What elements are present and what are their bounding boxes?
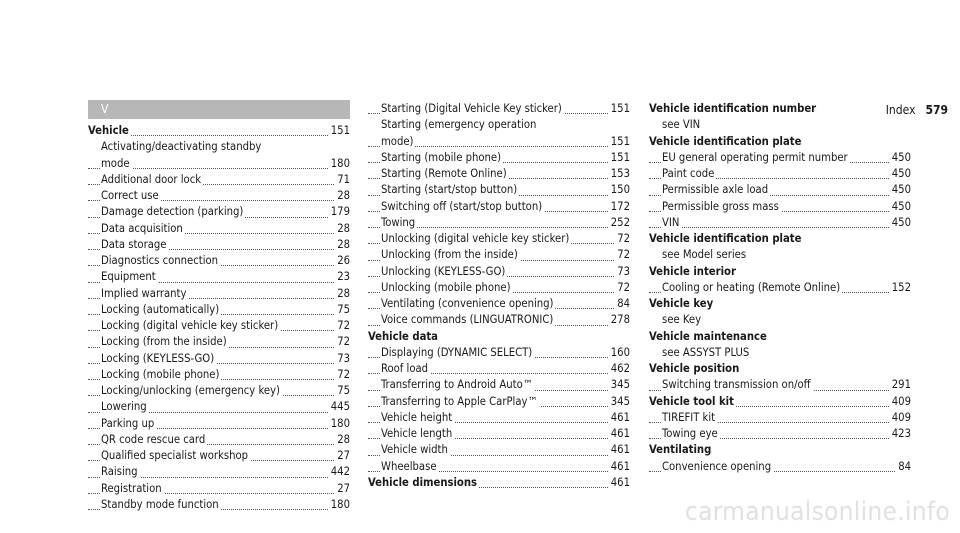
page-ref: 180 (328, 416, 350, 432)
page-ref: 28 (334, 286, 350, 302)
index-subentry (88, 383, 350, 399)
index-subentry (649, 117, 911, 133)
entry-text: Vehicle height (381, 410, 453, 424)
entry-text: Paint code (662, 167, 715, 180)
page-ref: 409 (889, 394, 911, 410)
entry-text: Implied warranty (101, 286, 187, 300)
index-subentry (368, 166, 630, 182)
page-ref: 291 (889, 377, 911, 393)
index-subentry (649, 280, 911, 296)
page-ref: 423 (889, 426, 911, 442)
index-heading (368, 329, 630, 345)
index-subentry (88, 286, 350, 302)
entry-text: see ASSYST PLUS (662, 345, 750, 359)
index-subentry (649, 215, 911, 231)
index-subentry (368, 215, 630, 231)
entry-text: Additional door lock (101, 172, 202, 186)
page-ref: 72 (334, 367, 350, 383)
index-subentry (368, 312, 630, 328)
index-subentry (368, 410, 630, 426)
entry-text: Vehicle maintenance (649, 329, 767, 343)
page-ref: 450 (889, 182, 911, 198)
entry-text: Equipment (101, 270, 156, 284)
page-ref: 278 (608, 312, 630, 328)
index-column-3 (649, 101, 911, 475)
index-subentry (368, 377, 630, 393)
index-subentry (368, 182, 630, 198)
entry-text: Activating/deactivating standby (101, 140, 262, 154)
page-ref: 84 (614, 296, 630, 312)
index-column-2 (368, 101, 630, 491)
entry-text: Wheelbase (381, 459, 437, 473)
entry-text: Locking/unlocking (emergency key) (101, 384, 280, 397)
entry-text: Unlocking (KEYLESS-GO) (381, 264, 506, 278)
page-ref: 27 (334, 448, 350, 464)
page-ref: 72 (334, 318, 350, 334)
index-subentry (649, 459, 911, 475)
entry-text: Switching transmission on/off (662, 378, 811, 392)
index-subentry (88, 269, 350, 285)
entry-text: EU general operating permit number (662, 150, 848, 164)
entry-text: Diagnostics connection (101, 254, 219, 267)
entry-text: Voice commands (LINGUATRONIC) (381, 313, 554, 327)
index-subentry (368, 442, 630, 458)
entry-text: Starting (Remote Online) (381, 167, 507, 180)
page-ref: 26 (334, 253, 350, 269)
page-ref: 461 (608, 459, 630, 475)
page-ref: 160 (608, 345, 630, 361)
page-ref: 84 (895, 459, 911, 475)
index-subentry (88, 156, 350, 172)
index-subentry (88, 334, 350, 350)
entry-text: Locking (from the inside) (101, 335, 227, 349)
index-subentry (649, 410, 911, 426)
index-heading (649, 296, 911, 312)
index-subentry (88, 432, 350, 448)
index-subentry (88, 448, 350, 464)
page-ref: 461 (608, 410, 630, 426)
entry-text: Vehicle position (649, 362, 740, 375)
index-subentry (368, 117, 630, 133)
entry-text: Vehicle length (381, 427, 453, 440)
index-subentry (88, 351, 350, 367)
entry-text: Raising (101, 465, 138, 479)
index-heading (88, 123, 350, 139)
index-subentry (368, 296, 630, 312)
index-subentry (649, 150, 911, 166)
entry-text: Starting (mobile phone) (381, 150, 502, 164)
page-ref: 445 (328, 399, 350, 415)
index-subentry (649, 345, 911, 361)
entry-text: Displaying (DYNAMIC SELECT) (381, 345, 533, 359)
page-ref: 180 (328, 156, 350, 172)
index-subentry (88, 302, 350, 318)
index-subentry (88, 204, 350, 220)
index-heading (368, 475, 630, 491)
entry-text: Vehicle dimensions (368, 475, 478, 489)
page-ref: 345 (608, 377, 630, 393)
index-subentry (368, 426, 630, 442)
index-subentry (368, 231, 630, 247)
index-heading (649, 394, 911, 410)
page-ref: 71 (334, 172, 350, 188)
entry-text: Starting (start/stop button) (381, 183, 518, 197)
entry-text: TIREFIT kit (662, 410, 716, 424)
page-ref: 28 (334, 188, 350, 204)
section-title: Index (885, 103, 916, 117)
index-subentry (649, 166, 911, 182)
entry-text: Roof load (381, 362, 429, 375)
page-ref: 151 (608, 150, 630, 166)
entry-text: Ventilating (649, 443, 712, 457)
entry-text: Vehicle identification number (649, 102, 817, 115)
index-subentry (649, 377, 911, 393)
entry-text: Registration (101, 481, 162, 495)
page-ref: 450 (889, 166, 911, 182)
entry-text: Vehicle key (649, 297, 714, 310)
index-subentry (368, 134, 630, 150)
index-heading (649, 442, 911, 458)
watermark: carmanualsonline.info (684, 497, 950, 527)
page-ref: 461 (608, 475, 630, 491)
page-ref: 252 (608, 215, 630, 231)
entry-text: Towing (381, 215, 416, 229)
entry-text: Locking (digital vehicle key sticker) (101, 319, 279, 332)
index-subentry (88, 318, 350, 334)
index-heading (649, 134, 911, 150)
index-subentry (649, 199, 911, 215)
entry-text: Data storage (101, 237, 167, 251)
entry-text: Transferring to Apple CarPlay™ (381, 394, 538, 408)
entry-text: Parking up (101, 416, 155, 430)
page-ref: 73 (614, 264, 630, 280)
page-ref: 461 (608, 442, 630, 458)
entry-text: Vehicle data (368, 329, 438, 343)
page-ref: 151 (608, 101, 630, 117)
entry-text: Unlocking (digital vehicle key sticker) (381, 232, 570, 245)
entry-text: mode) (381, 134, 414, 148)
page-ref: 180 (328, 497, 350, 513)
page-ref: 345 (608, 394, 630, 410)
page-ref: 152 (889, 280, 911, 296)
index-subentry (88, 464, 350, 480)
entry-text: Unlocking (from the inside) (381, 248, 518, 262)
page-ref: 75 (334, 302, 350, 318)
index-subentry (88, 497, 350, 513)
entry-text: Transferring to Android Auto™ (381, 378, 533, 392)
index-heading (649, 101, 911, 117)
page-ref: 150 (608, 182, 630, 198)
page-ref: 28 (334, 237, 350, 253)
index-subentry (88, 399, 350, 415)
page-ref: 72 (334, 334, 350, 350)
entry-text: Locking (mobile phone) (101, 367, 220, 381)
index-subentry (649, 312, 911, 328)
entry-text: Correct use (101, 189, 159, 202)
entry-text: Convenience opening (662, 459, 772, 473)
index-subentry (649, 182, 911, 198)
entry-text: Lowering (101, 400, 147, 414)
entry-text: Switching off (start/stop button) (381, 199, 543, 213)
page-ref: 72 (614, 247, 630, 263)
entry-text: VIN (662, 215, 680, 229)
page-ref: 72 (614, 231, 630, 247)
index-subentry (368, 361, 630, 377)
index-subentry (88, 481, 350, 497)
page-ref: 462 (608, 361, 630, 377)
index-heading (649, 329, 911, 345)
page-ref: 450 (889, 215, 911, 231)
page-ref: 153 (608, 166, 630, 182)
index-subentry (88, 253, 350, 269)
entry-text: Vehicle identification plate (649, 134, 802, 148)
index-heading (649, 231, 911, 247)
index-subentry (88, 221, 350, 237)
index-subentry (88, 172, 350, 188)
entry-text: Starting (Digital Vehicle Key sticker) (381, 102, 562, 115)
index-subentry (88, 367, 350, 383)
entry-text: Locking (KEYLESS-GO) (101, 351, 215, 365)
index-subentry (368, 150, 630, 166)
entry-text: Vehicle interior (649, 264, 736, 278)
index-subentry (368, 264, 630, 280)
page-ref: 151 (328, 123, 350, 139)
page-ref: 28 (334, 221, 350, 237)
entry-text: see Model series (662, 248, 747, 262)
entry-text: Permissible axle load (662, 183, 769, 197)
index-letter-bar: V (88, 100, 350, 119)
index-subentry (368, 199, 630, 215)
index-subentry (368, 459, 630, 475)
page-ref: 450 (889, 150, 911, 166)
entry-text: Data acquisition (101, 221, 183, 235)
index-subentry (368, 247, 630, 263)
index-subentry (88, 139, 350, 155)
index-subentry (649, 247, 911, 263)
page-ref: 151 (608, 134, 630, 150)
index-subentry (88, 188, 350, 204)
page-ref: 442 (328, 464, 350, 480)
page-ref: 172 (608, 199, 630, 215)
index-subentry (368, 280, 630, 296)
entry-text: Unlocking (mobile phone) (381, 280, 511, 294)
index-subentry (649, 426, 911, 442)
entry-text: QR code rescue card (101, 432, 206, 446)
entry-text: Ventilating (convenience opening) (381, 297, 554, 310)
page-ref: 409 (889, 410, 911, 426)
page-ref: 75 (334, 383, 350, 399)
index-subentry (88, 416, 350, 432)
page-ref: 179 (328, 204, 350, 220)
page-ref: 27 (334, 481, 350, 497)
entry-text: see VIN (662, 118, 701, 132)
page-ref: 28 (334, 432, 350, 448)
entry-text: mode (101, 156, 130, 170)
entry-text: Vehicle (88, 124, 129, 137)
entry-text: Vehicle width (381, 443, 448, 457)
index-heading (649, 361, 911, 377)
entry-text: Damage detection (parking) (101, 205, 244, 219)
index-subentry (88, 237, 350, 253)
entry-text: Starting (emergency operation (381, 118, 537, 132)
page-ref: 23 (334, 269, 350, 285)
index-subentry (368, 345, 630, 361)
entry-text: see Key (662, 313, 702, 327)
index-heading (649, 264, 911, 280)
page-number: 579 (925, 103, 948, 117)
entry-text: Locking (automatically) (101, 302, 220, 316)
entry-text: Cooling or heating (Remote Online) (662, 280, 841, 294)
dot-leader (649, 227, 911, 228)
index-column-1 (88, 100, 350, 513)
page-ref: 72 (614, 280, 630, 296)
entry-text: Permissible gross mass (662, 199, 779, 213)
index-subentry (368, 394, 630, 410)
entry-text: Qualified specialist workshop (101, 449, 249, 462)
entry-text: Vehicle tool kit (649, 394, 734, 408)
page-ref: 73 (334, 351, 350, 367)
entry-text: Standby mode function (101, 497, 219, 511)
entry-text: Vehicle identification plate (649, 232, 802, 245)
page-ref: 450 (889, 199, 911, 215)
entry-text: Towing eye (662, 427, 718, 440)
index-subentry (368, 101, 630, 117)
page-ref: 461 (608, 426, 630, 442)
